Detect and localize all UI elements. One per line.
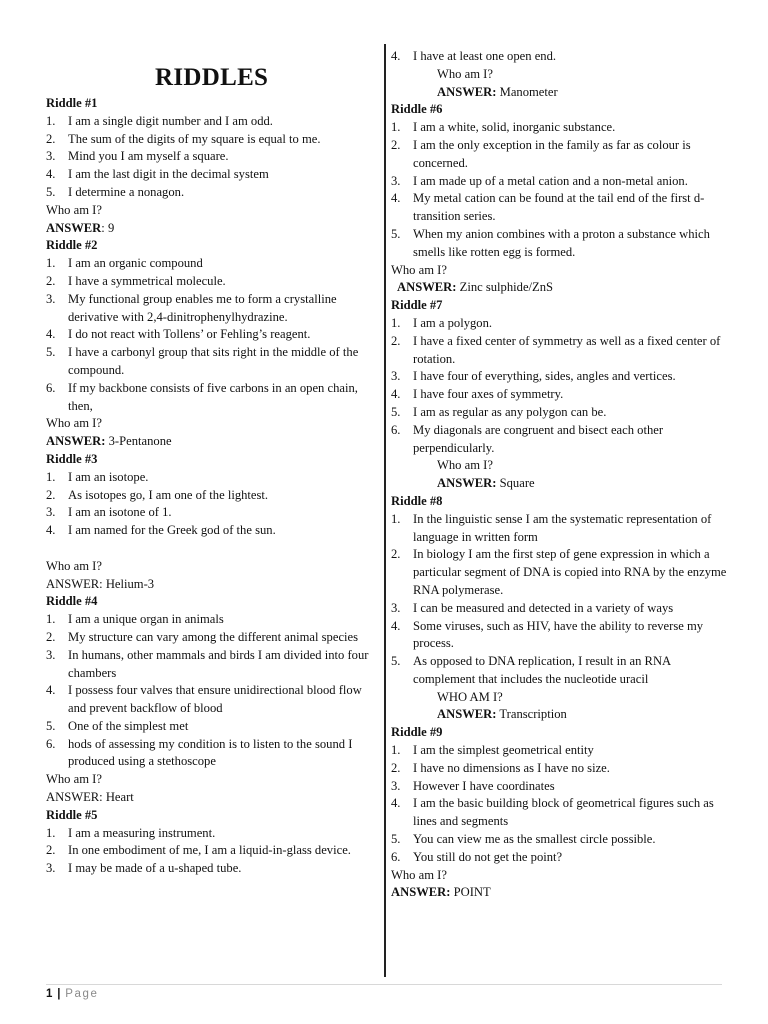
- clue-item: [46, 504, 380, 522]
- clue-item: [391, 849, 731, 867]
- clue-item: [391, 618, 731, 654]
- who-am-i: Who am I?: [46, 416, 102, 431]
- answer-label: ANSWER:: [397, 280, 457, 295]
- riddle-heading: Riddle #2: [46, 238, 98, 253]
- clue-number: 5.: [391, 404, 401, 419]
- clue-item: [391, 600, 731, 618]
- answer-label: ANSWER:: [437, 84, 497, 99]
- clue-item: [391, 831, 731, 849]
- riddle-5-continued: [391, 48, 731, 101]
- clue-text: I am made up of a metal cation and a non-metal anion.: [413, 173, 688, 188]
- clue-number: 5.: [391, 832, 401, 847]
- answer-value: Zinc sulphide/ZnS: [456, 280, 554, 295]
- clue-text: Mind you I am myself a square.: [68, 149, 229, 164]
- clue-number: 5.: [46, 718, 56, 733]
- clue-item: [46, 326, 380, 344]
- clue-item: [391, 422, 731, 458]
- clue-number: 3.: [46, 647, 56, 662]
- page-footer: [46, 986, 98, 1004]
- clue-number: 4.: [46, 327, 56, 342]
- clue-text: I am the simplest geometrical entity: [413, 743, 594, 758]
- clue-number: 1.: [391, 511, 401, 526]
- clue-item: [46, 522, 380, 540]
- who-am-i: Who am I?: [46, 772, 102, 787]
- clue-number: 5.: [46, 345, 56, 360]
- clue-item: [391, 315, 731, 333]
- clue-number: 3.: [391, 173, 401, 188]
- clue-item: [391, 173, 731, 191]
- who-am-i: Who am I?: [391, 262, 447, 277]
- clue-number: 2.: [46, 131, 56, 146]
- clue-item: [46, 469, 380, 487]
- clue-text: I have at least one open end.: [413, 49, 557, 63]
- page-title: RIDDLES: [155, 64, 269, 91]
- clue-item: [46, 647, 380, 683]
- clue-item: [391, 48, 731, 66]
- clue-item: [46, 273, 380, 291]
- clue-text: My structure can vary among the different animal species: [68, 629, 359, 644]
- clue-text: Some viruses, such as HIV, have the ability to reverse my process.: [413, 618, 704, 651]
- answer-label: ANSWER:: [46, 434, 106, 449]
- riddle-4: [46, 593, 380, 807]
- clue-number: 3.: [46, 505, 56, 520]
- clue-text: I have a fixed center of symmetry as well as a fixed center of rotation.: [413, 333, 721, 366]
- who-am-i: Who am I?: [46, 558, 102, 573]
- answer-line: [46, 433, 380, 451]
- clue-text: I am the only exception in the family as far as colour is concerned.: [413, 137, 691, 170]
- clue-text: In the linguistic sense I am the systematic representation of language in written form: [413, 511, 712, 544]
- riddle-2: [46, 237, 380, 451]
- riddle-heading: Riddle #6: [391, 102, 443, 117]
- riddle-9: [391, 724, 731, 902]
- who-am-i: Who am I?: [46, 202, 102, 217]
- clue-number: 3.: [46, 149, 56, 164]
- answer-value: Square: [496, 476, 535, 491]
- riddle-heading: Riddle #3: [46, 451, 98, 466]
- clue-list: [46, 469, 380, 540]
- answer-value: 3-Pentanone: [105, 434, 172, 449]
- clue-item: [391, 760, 731, 778]
- clue-text: In one embodiment of me, I am a liquid-in-glass device.: [68, 843, 351, 858]
- clue-item: [46, 487, 380, 505]
- clue-number: 2.: [391, 137, 401, 152]
- clue-text: I do not react with Tollens’ or Fehling’s reagent.: [68, 327, 311, 342]
- clue-number: 3.: [46, 861, 56, 876]
- clue-number: 3.: [46, 291, 56, 306]
- answer-label: ANSWER:: [437, 476, 497, 491]
- clue-item: [46, 718, 380, 736]
- clue-text: One of the simplest met: [68, 718, 189, 733]
- answer-label: ANSWER: [46, 220, 102, 235]
- clue-number: 2.: [46, 273, 56, 288]
- clue-list: [391, 315, 731, 457]
- right-column: [391, 48, 731, 902]
- riddle-6: [391, 101, 731, 297]
- clue-number: 2.: [46, 843, 56, 858]
- clue-item: [46, 860, 380, 878]
- clue-list: [46, 825, 380, 878]
- clue-item: [46, 113, 380, 131]
- answer-line: [391, 706, 731, 724]
- answer-line: [391, 84, 731, 102]
- clue-number: 5.: [391, 226, 401, 241]
- clue-item: [46, 842, 380, 860]
- who-am-i: Who am I?: [437, 458, 493, 473]
- page-number: 1: [46, 988, 53, 1000]
- answer-line: ANSWER: Helium-3: [46, 576, 155, 591]
- page-label: Page: [65, 988, 99, 1000]
- riddle-5: [46, 807, 380, 878]
- clue-number: 4.: [391, 387, 401, 402]
- who-am-i: Who am I?: [391, 867, 447, 882]
- clue-text: I have a carbonyl group that sits right in the middle of the compound.: [68, 345, 359, 377]
- clue-number: 4.: [46, 523, 56, 538]
- riddle-8: [391, 493, 731, 724]
- clue-item: [46, 148, 380, 166]
- clue-number: 1.: [46, 256, 56, 271]
- clue-number: 2.: [391, 547, 401, 562]
- answer-label: ANSWER:: [437, 707, 497, 722]
- riddle-heading: Riddle #8: [391, 493, 443, 508]
- clue-number: 4.: [46, 167, 56, 182]
- riddle-7: [391, 297, 731, 493]
- answer-value: Manometer: [496, 84, 558, 99]
- clue-item: [391, 368, 731, 386]
- clue-number: 2.: [391, 333, 401, 348]
- clue-item: [46, 344, 380, 380]
- clue-list: [46, 113, 380, 202]
- riddle-3: [46, 451, 380, 593]
- clue-text: You can view me as the smallest circle possible.: [413, 832, 656, 847]
- clue-number: 6.: [46, 380, 56, 395]
- clue-item: [391, 404, 731, 422]
- riddle-heading: Riddle #1: [46, 96, 98, 110]
- clue-list: [391, 119, 731, 261]
- riddle-heading: Riddle #9: [391, 725, 443, 740]
- answer-line: ANSWER: Heart: [46, 790, 134, 805]
- clue-item: [46, 255, 380, 273]
- clue-text: I have four axes of symmetry.: [413, 387, 564, 402]
- clue-number: 1.: [391, 743, 401, 758]
- clue-item: [391, 333, 731, 369]
- clue-text: I have four of everything, sides, angles and vertices.: [413, 369, 676, 384]
- clue-number: 1.: [391, 315, 401, 330]
- riddle-heading: Riddle #4: [46, 594, 98, 609]
- clue-item: [46, 825, 380, 843]
- clue-item: [391, 226, 731, 262]
- answer-label: ANSWER:: [391, 885, 451, 900]
- clue-number: 5.: [391, 654, 401, 669]
- who-am-i: Who am I?: [437, 66, 493, 81]
- clue-text: However I have coordinates: [413, 778, 555, 793]
- clue-text: You still do not get the point?: [413, 849, 563, 864]
- clue-text: My functional group enables me to form a crystalline derivative with 2,4-dinitrophenylhydrazine.: [68, 291, 337, 324]
- footer-separator: |: [57, 988, 61, 1000]
- clue-text: I am an isotone of 1.: [68, 505, 172, 520]
- answer-value: : 9: [101, 220, 115, 235]
- clue-text: As isotopes go, I am one of the lightest.: [68, 487, 269, 502]
- clue-text: When my anion combines with a proton a substance which smells like rotten egg is formed.: [413, 226, 710, 259]
- clue-number: 4.: [391, 618, 401, 633]
- clue-number: 6.: [391, 422, 401, 437]
- clue-number: 4.: [391, 191, 401, 206]
- clue-text: I am an isotope.: [68, 469, 149, 484]
- clue-list: [391, 511, 731, 689]
- clue-item: [391, 511, 731, 547]
- clue-number: 4.: [391, 796, 401, 811]
- clue-number: 1.: [46, 825, 56, 840]
- clue-text: I have no dimensions as I have no size.: [413, 760, 610, 775]
- clue-number: 6.: [391, 849, 401, 864]
- clue-text: hods of assessing my condition is to listen to the sound I produced using a stethoscope: [68, 736, 353, 769]
- clue-text: I have a symmetrical molecule.: [68, 273, 226, 288]
- clue-item: [391, 190, 731, 226]
- who-am-i: WHO AM I?: [437, 689, 503, 704]
- clue-number: 4.: [46, 683, 56, 698]
- clue-item: [391, 546, 731, 599]
- clue-text: I am named for the Greek god of the sun.: [68, 523, 276, 538]
- clue-number: 6.: [46, 736, 56, 751]
- clue-item: [46, 380, 380, 416]
- clue-item: [391, 137, 731, 173]
- riddle-heading: Riddle #7: [391, 298, 443, 313]
- clue-number: 2.: [46, 487, 56, 502]
- clue-item: [46, 131, 380, 149]
- column-divider: [384, 44, 386, 977]
- clue-item: [46, 611, 380, 629]
- answer-line: [46, 220, 380, 238]
- footer-rule: [46, 984, 722, 985]
- clue-item: [46, 291, 380, 327]
- clue-item: [391, 386, 731, 404]
- clue-item: [391, 795, 731, 831]
- clue-text: I am the basic building block of geometrical figures such as lines and segments: [413, 796, 714, 829]
- clue-text: I am as regular as any polygon can be.: [413, 404, 607, 419]
- clue-text: I may be made of a u-shaped tube.: [68, 861, 242, 876]
- clue-list: [46, 611, 380, 771]
- clue-number: 1.: [391, 120, 401, 135]
- answer-value: Transcription: [496, 707, 567, 722]
- clue-number: 3.: [391, 778, 401, 793]
- clue-text: If my backbone consists of five carbons in an open chain, then,: [68, 380, 358, 413]
- clue-text: I am a single digit number and I am odd.: [68, 113, 273, 128]
- clue-text: The sum of the digits of my square is equal to me.: [68, 131, 321, 146]
- clue-list: [391, 48, 731, 66]
- left-column: [46, 95, 380, 878]
- clue-item: [46, 629, 380, 647]
- riddle-1: [46, 95, 380, 237]
- riddle-heading: Riddle #5: [46, 807, 98, 822]
- clue-number: 2.: [46, 629, 56, 644]
- clue-number: 3.: [391, 600, 401, 615]
- clue-item: [391, 653, 731, 689]
- clue-number: 5.: [46, 184, 56, 199]
- clue-item: [46, 184, 380, 202]
- clue-item: [46, 682, 380, 718]
- answer-value: POINT: [450, 885, 491, 900]
- clue-text: As opposed to DNA replication, I result in an RNA complement that includes the nucleotide uracil: [413, 654, 671, 686]
- clue-item: [46, 166, 380, 184]
- clue-item: [391, 119, 731, 137]
- clue-text: I determine a nonagon.: [68, 184, 185, 199]
- clue-text: I am a white, solid, inorganic substance.: [413, 120, 616, 135]
- clue-list: [46, 255, 380, 415]
- clue-text: I am a polygon.: [413, 315, 493, 330]
- clue-list: [391, 742, 731, 867]
- clue-text: In biology I am the first step of gene expression in which a particular segment of DNA is copied into RNA by the enzyme RNA polymerase.: [413, 547, 727, 597]
- clue-number: 3.: [391, 369, 401, 384]
- clue-text: My diagonals are congruent and bisect each other perpendicularly.: [413, 422, 664, 455]
- clue-item: [391, 742, 731, 760]
- clue-item: [391, 778, 731, 796]
- clue-item: [46, 736, 380, 772]
- clue-text: I am the last digit in the decimal system: [68, 167, 269, 182]
- clue-number: 1.: [46, 469, 56, 484]
- clue-number: 2.: [391, 760, 401, 775]
- clue-number: 1.: [46, 612, 56, 627]
- clue-text: My metal cation can be found at the tail end of the first d-transition series.: [413, 191, 705, 224]
- answer-line: [391, 475, 731, 493]
- answer-line: [391, 279, 731, 297]
- clue-text: I can be measured and detected in a variety of ways: [413, 600, 674, 615]
- spacer: [46, 540, 380, 558]
- clue-text: I possess four valves that ensure unidirectional blood flow and prevent backflow of blood: [68, 683, 362, 716]
- answer-line: [391, 884, 731, 902]
- clue-number: 1.: [46, 113, 56, 128]
- clue-text: I am a measuring instrument.: [68, 825, 216, 840]
- clue-number: 4.: [391, 49, 401, 63]
- clue-text: I am an organic compound: [68, 256, 203, 271]
- clue-text: In humans, other mammals and birds I am divided into four chambers: [68, 647, 369, 680]
- clue-text: I am a unique organ in animals: [68, 612, 224, 627]
